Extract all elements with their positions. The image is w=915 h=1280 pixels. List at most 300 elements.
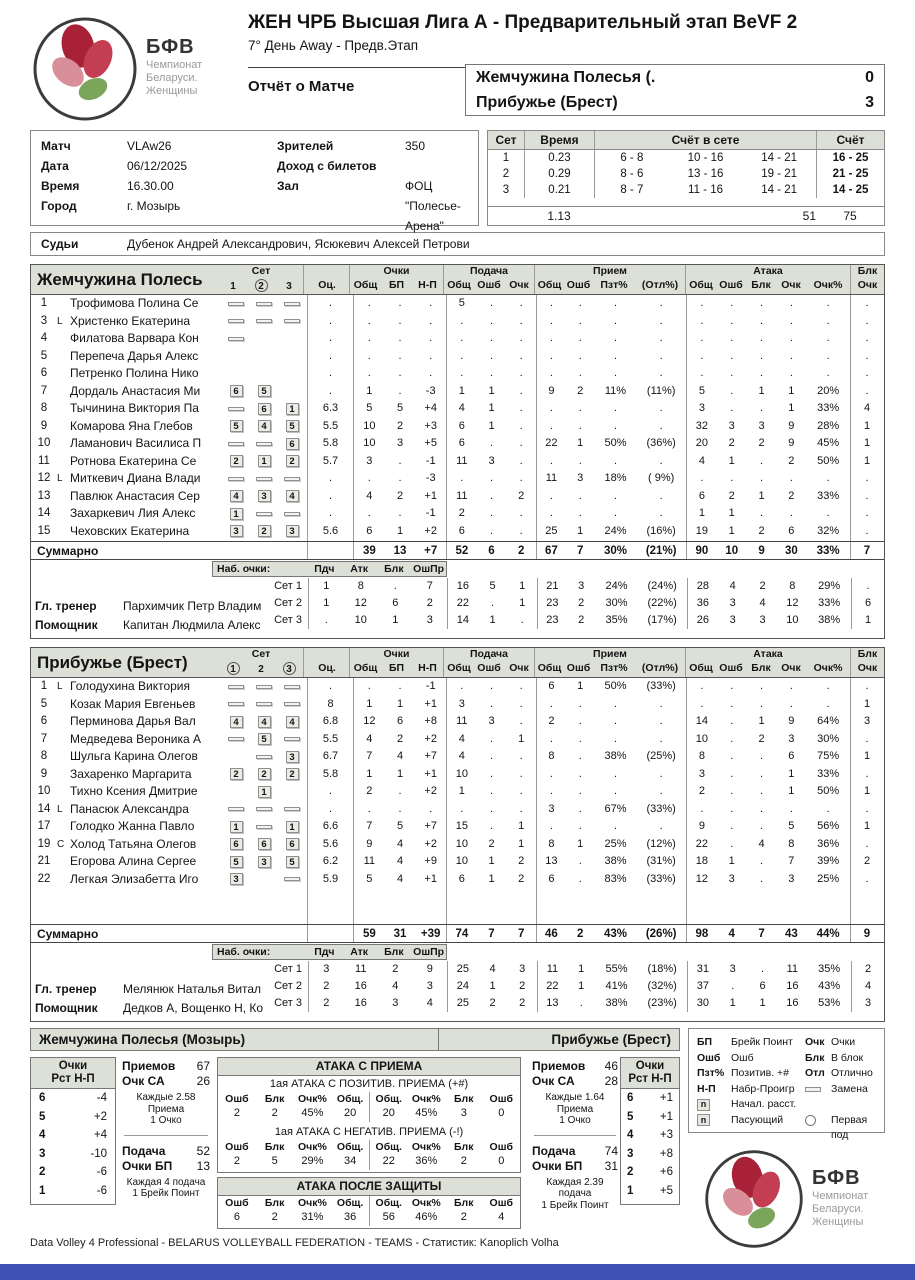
lineup-marker: 4 <box>286 716 299 728</box>
stat-cell: 5 <box>489 580 496 592</box>
col-label: Общ <box>537 279 562 291</box>
player-name: Холод Татьяна Олегов <box>70 836 197 851</box>
stat-cell: 25 <box>456 963 469 975</box>
set-time: 0.29 <box>524 166 594 182</box>
set-breakdown-row <box>258 995 884 1012</box>
col-label: Пзт% <box>600 279 628 291</box>
set-score-row <box>488 182 884 198</box>
player-name: Легкая Элизабетта Иго <box>70 871 199 886</box>
stat-cell: 30 <box>696 997 710 1009</box>
stat-cell: 9 <box>366 837 373 850</box>
stat-cell: . <box>789 314 793 327</box>
stat-cell: . <box>700 367 704 379</box>
attack-value: 2 <box>460 1155 467 1167</box>
stat-cell: 75% <box>817 750 840 762</box>
stat-cell: 4 <box>396 750 404 762</box>
stat-cell: 11 <box>363 855 376 867</box>
col-label: Очк% <box>813 279 843 291</box>
player-name: Перепеча Дарья Алекс <box>70 348 199 363</box>
stat-cell: . <box>519 680 523 692</box>
stat-cell: . <box>489 732 494 745</box>
lineup-marker: 6 <box>230 838 243 850</box>
stat-cell: . <box>367 314 371 327</box>
legend-value: Отлично <box>831 1067 873 1079</box>
table-filler <box>31 540 884 541</box>
player-role <box>57 400 70 418</box>
lineup-marker <box>284 302 300 306</box>
stat-cell: 50% <box>604 680 627 692</box>
stat-cell: . <box>578 750 582 762</box>
stat-cell: 1 <box>863 697 871 710</box>
lineup-marker: 5 <box>258 385 271 397</box>
set-final-score: 21 - 25 <box>816 166 884 182</box>
partial-score: 8 - 6 <box>620 168 644 180</box>
stat-cell: 5 <box>366 872 373 885</box>
away-rotation-points-table: Очки Рст Н-П 6 +1 5 +1 4 +3 3 +8 2 +6 1 +5 <box>620 1057 680 1205</box>
player-row <box>31 836 884 854</box>
stat-cell: . <box>700 332 704 344</box>
stat-cell: 56% <box>817 820 840 832</box>
stat-cell: 2 <box>518 872 525 885</box>
summary-cell: 7 <box>488 928 495 940</box>
stat-cell: 10 <box>786 614 799 626</box>
stat-cell: 1 <box>366 384 373 397</box>
player-role <box>57 453 70 471</box>
stat-cell: 4 <box>864 980 872 992</box>
stat-cell: 37 <box>696 980 710 992</box>
stat-cell: 2 <box>518 489 525 502</box>
stat-cell: 38% <box>818 614 841 626</box>
legend-value: Замена <box>831 1082 868 1095</box>
stat-cell: . <box>578 820 582 832</box>
stat-cell: 1 <box>758 489 765 502</box>
note-line: 1 Брейк Поинт <box>132 1188 200 1199</box>
player-number: 10 <box>37 785 51 797</box>
stat-cell: . <box>700 472 704 484</box>
col-label: Блк <box>384 946 404 958</box>
legend-row <box>697 1113 878 1141</box>
col-label: ОшПр <box>413 946 445 958</box>
team-name: Прибужье (Брест) <box>37 653 188 672</box>
federation-logo-icon <box>30 14 140 124</box>
stat-cell: . <box>489 802 494 815</box>
player-role <box>57 365 70 383</box>
stat-cell: . <box>865 837 869 850</box>
set-breakdown-row <box>258 961 884 978</box>
player-name: Захаркевич Лия Алекс <box>70 506 196 520</box>
player-name: Трофимова Полина Се <box>70 296 199 310</box>
stat-cell: 23 <box>546 597 559 609</box>
stat-cell: . <box>826 349 830 362</box>
stat-cell: 67% <box>604 802 627 815</box>
player-row <box>31 313 884 331</box>
stat-cell: 4 <box>758 837 765 850</box>
stat-cell: 45% <box>817 437 840 449</box>
partial-score: 14 - 21 <box>761 184 798 196</box>
player-name: Павлюк Анастасия Сер <box>70 488 200 503</box>
competition-title: ЖЕН ЧРБ Высшая Лига А - Предварительный этап BeVF 2 <box>248 12 798 33</box>
lineup-marker: 1 <box>258 786 271 798</box>
stat-cell: 1 <box>863 437 871 449</box>
total-points-b: 75 <box>843 209 857 223</box>
set-breakdown-row <box>258 978 884 995</box>
stat-cell: . <box>659 349 663 362</box>
block-group-header: Блк Очк <box>850 648 884 677</box>
attack-after-defense-box: АТАКА ПОСЛЕ ЗАЩИТЫ Ошб Блк Очк% Общ. Общ. Очк% Блк Ошб 6 2 31% 36 56 46% 2 4 <box>217 1177 521 1229</box>
stat-cell: +4 <box>424 402 437 414</box>
stat-cell: 2 <box>728 489 735 502</box>
set-breakdown-row <box>258 612 884 629</box>
rotation-value: +1 <box>659 1110 673 1123</box>
stat-cell: . <box>579 997 583 1009</box>
stat-cell: . <box>760 332 764 344</box>
stat-cell: . <box>519 332 523 344</box>
rating-cell: . <box>307 783 353 801</box>
lineup-marker <box>256 319 272 323</box>
stat-cell: (22%) <box>647 597 677 609</box>
stat-cell: . <box>519 715 523 727</box>
stat-cell: 4 <box>458 750 465 762</box>
set-number-badge: 2 <box>255 279 268 292</box>
summary-cell: 44% <box>816 928 840 940</box>
player-name: Дордаль Анастасия Ми <box>70 383 201 398</box>
set-table-header <box>488 131 884 150</box>
player-role <box>57 853 70 871</box>
scored-points-header: Наб. очки: Пдч Атк Блк ОшПр <box>212 561 447 577</box>
player-name: Медведева Вероника А <box>70 731 201 746</box>
note-line: Приема <box>556 1103 594 1115</box>
stat-cell: . <box>865 297 869 309</box>
stat-cell: . <box>519 802 523 815</box>
referees-names: Дубенок Андрей Александрович, Ясюкевич Алексей Петрови <box>127 237 470 251</box>
stat-cell: 41% <box>605 980 628 992</box>
stat-cell: . <box>613 314 618 327</box>
player-row <box>31 678 884 696</box>
player-name: Тычинина Виктория Па <box>70 401 199 415</box>
lineup-marker: 6 <box>230 385 243 397</box>
player-role <box>57 766 70 784</box>
stat-cell: . <box>578 507 582 519</box>
lineup-marker <box>228 702 244 706</box>
stat-cell: 9 <box>548 384 555 397</box>
attack-subtitle: 1ая АТАКА С НЕГАТИВ. ПРИЕМА (-!) <box>274 1126 464 1138</box>
stat-cell: . <box>659 820 663 832</box>
info-value: г. Мозырь <box>127 199 181 213</box>
stat-cell: 3 <box>758 419 765 432</box>
summary-label: Суммарно <box>37 544 99 558</box>
team-table-header <box>31 265 884 295</box>
stat-cell: . <box>659 332 663 344</box>
stat-cell: . <box>760 785 764 797</box>
legend-row <box>697 1051 878 1067</box>
stat-cell: . <box>613 785 618 797</box>
match-score-box <box>465 64 885 116</box>
lineup-marker: 4 <box>258 716 271 728</box>
partial-score: 13 - 16 <box>687 168 724 180</box>
team-stats-table <box>30 264 885 639</box>
stat-cell: 35% <box>605 614 628 626</box>
info-label: Город <box>41 199 77 213</box>
lineup-marker: 4 <box>230 490 243 502</box>
bottom-blue-bar <box>0 1264 915 1280</box>
rating-cell: 5.9 <box>307 871 353 889</box>
legend-marker-icon: n <box>697 1099 710 1111</box>
lineup-marker <box>256 825 272 829</box>
stat-cell: 64% <box>817 715 840 727</box>
set-label: Сет 3 <box>274 614 302 626</box>
header-divider <box>248 67 498 68</box>
stat-cell: . <box>398 680 402 692</box>
stat-cell: 30% <box>817 732 840 745</box>
stat-cell: 4 <box>489 963 496 975</box>
stat-cell: 3 <box>729 963 736 975</box>
player-role: L <box>57 681 63 692</box>
set-score-row <box>488 166 884 182</box>
stat-cell: 3 <box>728 419 735 432</box>
stat-cell: . <box>324 614 328 626</box>
player-row <box>31 453 884 471</box>
player-row <box>31 766 884 784</box>
player-row <box>31 470 884 488</box>
stat-cell: 4 <box>759 597 766 609</box>
stat-cell: 1 <box>577 680 584 692</box>
rating-cell: 6.3 <box>307 400 353 418</box>
summary-cell: 67 <box>545 545 558 557</box>
rotation-number: 1 <box>39 1184 46 1197</box>
col-label: Очк <box>781 279 801 291</box>
lineup-marker <box>256 685 272 689</box>
stat-cell: 1 <box>728 507 735 519</box>
stat-cell: 10 <box>354 614 367 626</box>
stat-cell: . <box>826 472 830 484</box>
stat-cell: 8 <box>698 750 705 762</box>
stat-cell: 24% <box>605 580 628 592</box>
stat-cell: 22 <box>545 437 558 449</box>
note-line: Каждые 1.64 <box>545 1092 605 1103</box>
stat-cell: . <box>429 314 433 327</box>
coach-label: Гл. тренер <box>35 599 97 613</box>
stat-cell: 32% <box>817 524 840 537</box>
stat-cell: . <box>460 680 464 692</box>
stat-cell: . <box>613 349 618 362</box>
player-row <box>31 383 884 401</box>
rotation-row <box>621 1089 679 1108</box>
col-label: Атк <box>350 946 369 958</box>
stat-cell: 2 <box>426 597 433 609</box>
stat-cell: 3 <box>426 614 433 626</box>
stat-cell: . <box>730 384 734 397</box>
lineup-marker: 3 <box>230 873 243 885</box>
lineup-marker: 2 <box>286 768 299 780</box>
set-number: 2 <box>502 168 510 180</box>
stat-cell: . <box>613 767 618 780</box>
stat-cell: . <box>730 750 734 762</box>
stat-cell: . <box>730 767 734 780</box>
lineup-marker: 2 <box>258 768 271 780</box>
attack-value: 20 <box>344 1107 357 1119</box>
set-col-label: Сет <box>251 648 271 660</box>
lineup-marker <box>256 442 272 446</box>
col-label: Общ <box>353 279 378 291</box>
stat-cell: -3 <box>425 384 436 397</box>
player-row <box>31 295 884 313</box>
attack-subtitle: 1ая АТАКА С ПОЗИТИВ. ПРИЕМА (+#) <box>269 1078 469 1090</box>
stat-cell: . <box>700 297 704 309</box>
stat-cell: . <box>826 680 830 692</box>
stat-cell: . <box>865 507 869 519</box>
summary-label: Суммарно <box>37 927 99 941</box>
coach-label: Гл. тренер <box>35 982 97 996</box>
lineup-marker: 3 <box>258 490 271 502</box>
summary-cell: 6 <box>488 545 495 557</box>
info-value: VLAw26 <box>127 139 172 153</box>
col-label: ОшПр <box>413 563 445 575</box>
player-role <box>57 330 70 348</box>
player-number: 12 <box>37 472 51 484</box>
lineup-marker <box>228 442 244 446</box>
lineup-marker <box>256 807 272 811</box>
stat-cell: +8 <box>424 715 437 727</box>
stat-cell: . <box>730 349 734 362</box>
stat-cell: . <box>398 472 402 484</box>
stat-cell: 22 <box>546 980 559 992</box>
stat-cell: . <box>826 802 830 815</box>
stat-cell: 2 <box>578 597 585 609</box>
stat-cell: 3 <box>729 597 736 609</box>
player-name: Комарова Яна Глебов <box>70 418 193 433</box>
team-name: Прибужье (Брест) <box>476 94 618 111</box>
player-role <box>57 696 70 714</box>
stat-cell: 6 <box>458 872 465 885</box>
player-name: Панасюк Александра <box>70 801 189 816</box>
col-label: Пзт% <box>600 662 628 674</box>
stat-cell: (16%) <box>646 524 676 537</box>
attack-value: 22 <box>382 1155 395 1167</box>
set-final-score: 14 - 25 <box>816 182 884 198</box>
stat-cell: 3 <box>396 437 404 449</box>
rotation-number: 4 <box>627 1129 634 1141</box>
stat-cell: . <box>489 437 494 449</box>
match-info-box <box>30 130 479 233</box>
rating-cell: 5.8 <box>307 766 353 784</box>
stat-cell: . <box>489 697 494 710</box>
attack-group-header: Атака Общ Ошб Блк Очк Очк% <box>685 648 850 677</box>
attack-value: 46% <box>415 1211 438 1223</box>
stat-cell: . <box>398 332 402 344</box>
stat-cell: . <box>489 750 494 762</box>
rating-cell: 5.6 <box>307 836 353 854</box>
stat-cell: . <box>519 297 523 309</box>
stat-cell: . <box>730 402 734 414</box>
stat-cell: . <box>613 732 618 745</box>
stat-cell: 6 <box>788 524 795 537</box>
stat-cell: 11 <box>355 963 367 975</box>
team-name: Жемчужина Полесья (. <box>476 69 656 86</box>
attack-value: 56 <box>382 1211 395 1223</box>
stat-cell: . <box>489 489 494 502</box>
stat-cell: . <box>865 384 869 397</box>
legend-key: Ошб <box>697 1051 721 1064</box>
lineup-marker: 6 <box>258 838 271 850</box>
lineup-marker: 1 <box>230 821 243 833</box>
stat-cell: 11 <box>546 963 559 975</box>
referees-box <box>30 232 885 256</box>
report-label: Отчёт о Матче <box>248 78 355 95</box>
stat-cell: 2 <box>519 980 526 992</box>
set-label: Сет 2 <box>274 980 302 992</box>
summary-cell: 30 <box>784 545 798 557</box>
lineup-marker: 1 <box>286 403 299 415</box>
stat-cell: -1 <box>425 454 436 467</box>
stat-cell: . <box>865 767 869 780</box>
rotation-row <box>31 1126 115 1145</box>
stat-cell: (25%) <box>646 750 676 762</box>
info-value: 16.30.00 <box>127 179 174 193</box>
stat-cell: 3 <box>488 715 495 727</box>
assistant-label: Помощник <box>35 1001 98 1015</box>
set-label: Сет 1 <box>274 963 302 975</box>
stat-cell: . <box>760 367 764 379</box>
stat-cell: . <box>613 454 618 467</box>
player-number: 21 <box>37 855 51 867</box>
stat-cell: 2 <box>578 614 585 626</box>
stat-cell: . <box>520 614 524 626</box>
stat-cell: 1 <box>396 767 404 780</box>
stat-cell: . <box>760 314 764 327</box>
attack-value: 2 <box>271 1107 278 1119</box>
stat-cell: . <box>519 437 523 449</box>
stat-cell: +7 <box>424 750 437 762</box>
attack-value: 3 <box>460 1107 467 1119</box>
summary-cell: 46 <box>545 928 558 940</box>
rotation-number: 3 <box>627 1147 634 1160</box>
stat-cell: . <box>659 697 663 710</box>
rotation-row <box>31 1182 115 1201</box>
player-name: Филатова Варвара Кон <box>70 331 199 345</box>
partial-score: 8 - 7 <box>620 184 644 196</box>
stat-cell: 36 <box>696 597 710 609</box>
set-table-total <box>488 206 884 225</box>
player-row <box>31 713 884 731</box>
stat-cell: . <box>789 472 793 484</box>
stat-cell: 1 <box>519 580 526 592</box>
lineup-marker <box>256 755 272 759</box>
stat-cell: 33% <box>817 402 840 414</box>
summary-cell: +7 <box>424 545 438 557</box>
player-role: L <box>57 473 63 484</box>
stat-cell: . <box>549 785 553 797</box>
stat-cell: 8 <box>548 837 555 850</box>
stat-cell: 4 <box>366 489 373 502</box>
stat-cell: 1 <box>788 402 795 414</box>
stat-cell: . <box>489 472 494 484</box>
stat-cell: 20 <box>695 437 709 449</box>
info-value <box>405 196 468 216</box>
stat-cell: . <box>826 697 830 710</box>
stat-cell: 5 <box>396 402 404 414</box>
attack-value: 2 <box>233 1155 240 1167</box>
stat-cell: . <box>489 785 494 797</box>
stat-cell: (33%) <box>646 802 676 815</box>
stat-cell: . <box>549 419 553 432</box>
stat-cell: . <box>865 802 869 815</box>
stat-cell: 2 <box>458 507 465 519</box>
stat-cell: 3 <box>392 997 399 1009</box>
stat-cell: 4 <box>396 855 404 867</box>
stat-cell: 4 <box>396 872 404 885</box>
stat-cell: . <box>865 872 869 885</box>
stat-cell: . <box>398 367 402 379</box>
